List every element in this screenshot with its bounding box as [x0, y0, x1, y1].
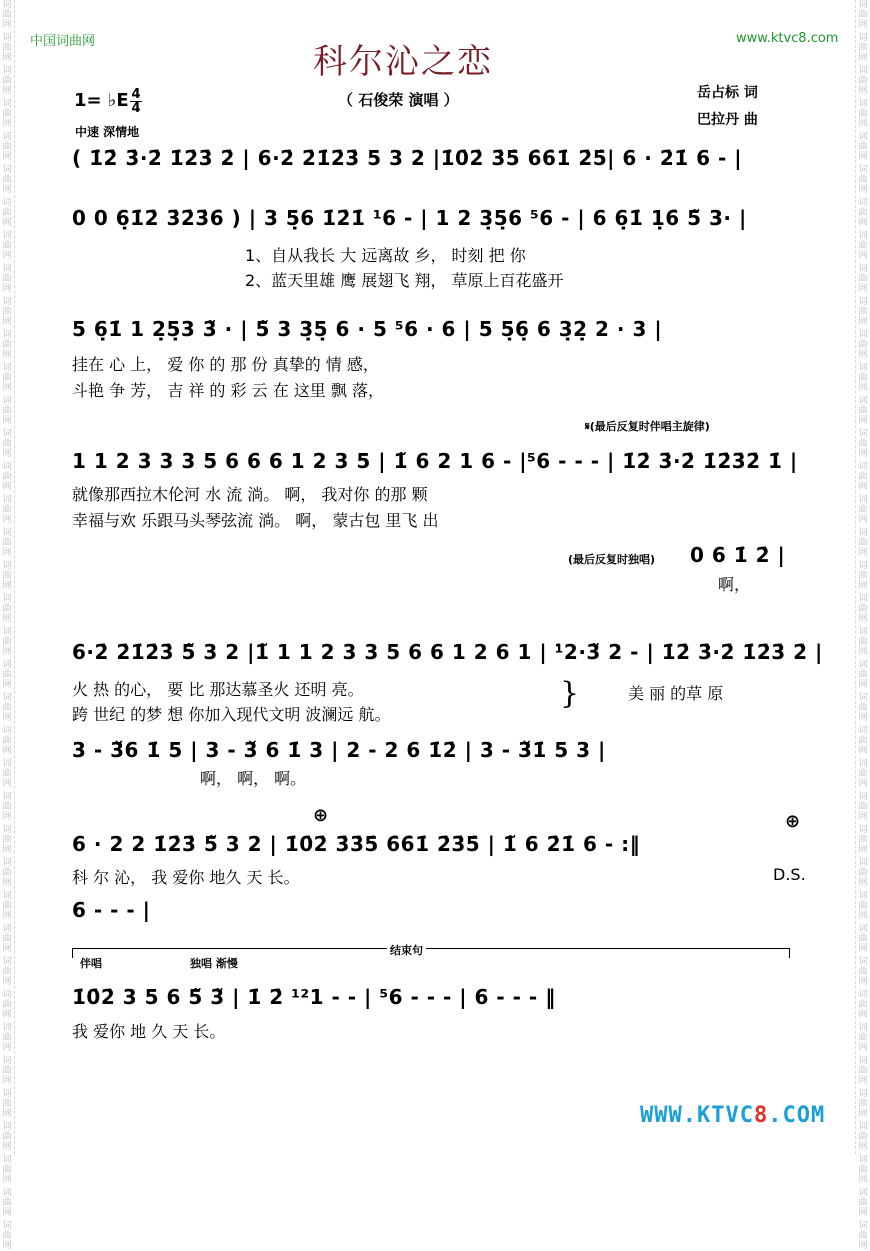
ending-bracket-left: [72, 948, 73, 958]
score-row-6-lyric: 科 尔 沁， 我 爱你 地久 天 长。: [72, 868, 300, 887]
side-watermark-text: 词 曲 网: [2, 858, 12, 888]
side-watermark-text: 词 曲 网: [2, 264, 12, 294]
composer: 巴拉丹 曲: [697, 112, 758, 128]
side-watermark-text: 词 曲 网: [858, 1056, 868, 1086]
score-row-2-notes: 0 0 6̣1̇2̇ 3̇2̇3̇6̇ ) | 3 5̣6 1̇2̇1̇ ¹6 - | 1 2 3̣5̣6 ⁵6 - | 6 6̣1̇ 1̣6̇ 5̃ 3· |: [72, 206, 747, 230]
lyric-brace: }: [560, 676, 580, 711]
side-watermark-text: 词 曲 网: [2, 594, 12, 624]
side-watermark-text: 词 曲 网: [858, 66, 868, 96]
score-row-5-notes: 6·2̇ 2̇1̇2̇3̇ 5̃ 3 2 |1̃ 1 1 2 3 3 5 6 6 1 2 6 1 | ¹̇2·3̃ 2 - | 1̇2̇ 3̇·2̇ 1̇2̇3̇ 2̇ |: [72, 640, 823, 664]
side-watermark-text: 词 曲 网: [858, 165, 868, 195]
side-watermark-text: 词 曲 网: [2, 396, 12, 426]
side-watermark-right: [855, 0, 870, 1251]
side-watermark-text: 词 曲 网: [858, 132, 868, 162]
side-watermark-text: 词 曲 网: [858, 1122, 868, 1152]
side-watermark-left: [0, 0, 15, 1251]
score-row-3-lyric-2: 斗艳 争 芳， 吉 祥 的 彩 云 在 这里 飘 落，: [72, 381, 384, 400]
ending-bracket-line: [72, 948, 790, 949]
brand-digit: 8: [753, 1103, 769, 1128]
tempo-marking: 中速 深情地: [75, 125, 140, 139]
side-watermark-text: 词 曲 网: [858, 99, 868, 129]
side-watermark-text: 词 曲 网: [2, 1089, 12, 1119]
side-watermark-text: 词 曲 网: [858, 396, 868, 426]
solo-slow-label: 独唱 渐慢: [190, 957, 238, 970]
brand-middle: KTVC: [696, 1103, 754, 1128]
side-watermark-text: 词 曲 网: [858, 594, 868, 624]
score-row-4-lyric-2: 幸福与欢 乐跟马头琴弦流 淌。 啊， 蒙古包 里飞 出: [72, 511, 439, 530]
side-watermark-text: 词 曲 网: [2, 165, 12, 195]
side-watermark-text: 词 曲 网: [858, 759, 868, 789]
side-watermark-text: 词 曲 网: [2, 1221, 12, 1251]
segno-marker: 𝄋(最后反复时伴唱主旋律): [585, 420, 710, 433]
side-watermark-text: 词 曲 网: [858, 0, 868, 30]
score-row-4-notes: 1 1 2 3 3 3 5 6 6 6 1 2 3 5 | 1̃ 6 2 1 6 - |⁵6 - - - | 1̇2̇ 3̇·2̇ 1̇2̇3̇2̇ 1̇ |: [72, 449, 798, 473]
side-watermark-text: 词 曲 网: [858, 1188, 868, 1218]
score-row-6-notes: 6 · 2 2 1̇2̇3̇ 5̃ 3 2 | 1̇0̇2̇ 3̇3̇5̇ 6̇6̇1̇ 2̇3̇5̇ | 1̃ 6 2̇1̇ 6 - :‖: [72, 832, 641, 856]
coda-marker-1: ⊕: [313, 805, 329, 826]
side-watermark-text: 词 曲 网: [2, 891, 12, 921]
side-watermark-text: 词 曲 网: [858, 891, 868, 921]
time-signature: [130, 88, 142, 115]
score-row-3-lyric-1: 挂在 心 上， 爱 你 的 那 份 真挚的 情 感，: [72, 355, 379, 374]
side-watermark-text: 词 曲 网: [858, 198, 868, 228]
side-watermark-text: 词 曲 网: [858, 792, 868, 822]
side-watermark-text: 词 曲 网: [2, 99, 12, 129]
solo-lyric: 啊，: [718, 575, 751, 594]
side-watermark-text: 词 曲 网: [858, 924, 868, 954]
time-bottom: 4: [131, 101, 141, 116]
side-watermark-text: 词 曲 网: [858, 429, 868, 459]
score-row-2-lyric-1: 1、自从我长 大 远离故 乡， 时刻 把 你: [245, 246, 526, 265]
side-watermark-text: 词 曲 网: [858, 528, 868, 558]
score-row-5-lyric-right: 美 丽 的草 原: [628, 684, 724, 703]
coda-marker-2: ⊕: [785, 811, 801, 832]
side-watermark-text: 词 曲 网: [2, 297, 12, 327]
side-watermark-text: 词 曲 网: [858, 33, 868, 63]
side-watermark-text: 词 曲 网: [2, 990, 12, 1020]
key-signature: 1= ♭E: [74, 90, 129, 111]
side-watermark-text: 词 曲 网: [2, 561, 12, 591]
side-watermark-text: 词 曲 网: [2, 363, 12, 393]
side-watermark-text: 词 曲 网: [2, 726, 12, 756]
side-watermark-text: 词 曲 网: [858, 660, 868, 690]
side-watermark-text: 词 曲 网: [858, 1155, 868, 1185]
dal-segno: D.S.: [773, 865, 806, 884]
side-watermark-text: 词 曲 网: [2, 924, 12, 954]
side-watermark-text: 词 曲 网: [2, 33, 12, 63]
watermark-top-left: 中国词曲网: [30, 34, 96, 49]
score-row-7-notes: 1̇0̇2̇ 3 5 6 5̃ 3̃ | 1̇ 2̇ ¹²1 - - | ⁵6 - - - | 6 - - - ‖: [72, 985, 556, 1009]
side-watermark-text: 词 曲 网: [2, 198, 12, 228]
side-watermark-text: 词 曲 网: [858, 858, 868, 888]
side-watermark-text: 词 曲 网: [858, 561, 868, 591]
score-row-2-lyric-2: 2、蓝天里雄 鹰 展翅飞 翔， 草原上百花盛开: [245, 271, 564, 290]
score-row-7-lyric: 我 爱你 地 久 天 长。: [72, 1022, 226, 1041]
side-watermark-text: 词 曲 网: [858, 330, 868, 360]
side-watermark-text: 词 曲 网: [2, 957, 12, 987]
harmony-row-5-lyric: 啊， 啊， 啊。: [200, 769, 307, 788]
song-title: 科尔沁之恋: [313, 42, 493, 82]
side-watermark-text: 词 曲 网: [858, 462, 868, 492]
side-watermark-text: 词 曲 网: [2, 528, 12, 558]
accompaniment-label: 伴唱: [80, 957, 102, 970]
side-watermark-text: 词 曲 网: [2, 462, 12, 492]
side-watermark-text: 词 曲 网: [858, 990, 868, 1020]
score-row-4-lyric-1: 就像那西拉木伦河 水 流 淌。 啊， 我对你 的那 颗: [72, 485, 428, 504]
side-watermark-text: 词 曲 网: [2, 1155, 12, 1185]
solo-notes: 0 6 1̇ 2̇ |: [690, 543, 786, 567]
side-watermark-text: 词 曲 网: [2, 660, 12, 690]
side-watermark-text: 词 曲 网: [2, 0, 12, 30]
side-watermark-text: 词 曲 网: [858, 297, 868, 327]
ending-bracket-right: [789, 948, 790, 958]
side-watermark-text: 词 曲 网: [2, 825, 12, 855]
side-watermark-text: 词 曲 网: [858, 363, 868, 393]
brand-suffix: .COM: [768, 1103, 826, 1128]
side-watermark-text: 词 曲 网: [2, 429, 12, 459]
score-row-1-notes: ( 1̇2̇ 3̇·2̇ 1̇2̇3̇ 2̇ | 6·2̇ 2̇1̇2̇3̇ 5 3 2 |1̇0̇2̇ 3̇5̇ 6̇6̇1̇ 2̇5̇| 6 · 2̇1̇ 6 - |: [72, 146, 743, 170]
side-watermark-text: 词 曲 网: [2, 1122, 12, 1152]
side-watermark-text: 词 曲 网: [2, 792, 12, 822]
side-watermark-text: 词 曲 网: [858, 726, 868, 756]
side-watermark-text: 词 曲 网: [2, 627, 12, 657]
side-watermark-text: 词 曲 网: [858, 957, 868, 987]
score-row-3-notes: 5 6̣1̇ 1 2̣5̣3 3̃ · | 5̃ 3 3̣5̣ 6 · 5 ⁵6 · 6 | 5 5̣6̣ 6 3̣2̣ 2 · 3 |: [72, 317, 663, 341]
side-watermark-text: 词 曲 网: [858, 1089, 868, 1119]
side-watermark-text: 词 曲 网: [2, 231, 12, 261]
score-row-5-lyric-2: 跨 世纪 的梦 想 你加入现代文明 波澜远 航。: [72, 705, 391, 724]
solo-label: (最后反复时独唱): [568, 553, 656, 566]
side-watermark-text: 词 曲 网: [2, 66, 12, 96]
side-watermark-text: 词 曲 网: [858, 1221, 868, 1251]
side-watermark-text: 词 曲 网: [858, 825, 868, 855]
ending-label: 结束句: [387, 942, 426, 958]
side-watermark-text: 词 曲 网: [2, 1188, 12, 1218]
side-watermark-text: 词 曲 网: [2, 693, 12, 723]
side-watermark-text: 词 曲 网: [858, 264, 868, 294]
side-watermark-text: 词 曲 网: [858, 495, 868, 525]
side-watermark-text: 词 曲 网: [858, 1023, 868, 1053]
footer-brand: [640, 1103, 825, 1128]
harmony-row-6-notes: 6 - - - |: [72, 898, 151, 922]
lyricist: 岳占标 词: [697, 85, 758, 101]
side-watermark-text: 词 曲 网: [2, 1056, 12, 1086]
side-watermark-text: 词 曲 网: [2, 495, 12, 525]
side-watermark-text: 词 曲 网: [2, 759, 12, 789]
performer: （ 石俊荣 演唱 ）: [338, 91, 459, 109]
side-watermark-text: 词 曲 网: [858, 231, 868, 261]
brand-prefix: WWW.: [640, 1103, 697, 1128]
watermark-top-right: www.ktvc8.com: [736, 31, 839, 46]
time-top: 4: [131, 87, 141, 102]
score-row-5-lyric-1: 火 热 的心， 要 比 那达慕圣火 还明 亮。: [72, 680, 364, 699]
side-watermark-text: 词 曲 网: [2, 330, 12, 360]
side-watermark-text: 词 曲 网: [2, 1023, 12, 1053]
side-watermark-text: 词 曲 网: [858, 693, 868, 723]
harmony-row-5-notes: 3 - 3̌6 1̇ 5 | 3 - 3̌ 6 1̇ 3 | 2 - 2 6 1̇2̇ | 3 - 3̌1̇ 5 3 |: [72, 738, 606, 762]
side-watermark-text: 词 曲 网: [858, 627, 868, 657]
side-watermark-text: 词 曲 网: [2, 132, 12, 162]
